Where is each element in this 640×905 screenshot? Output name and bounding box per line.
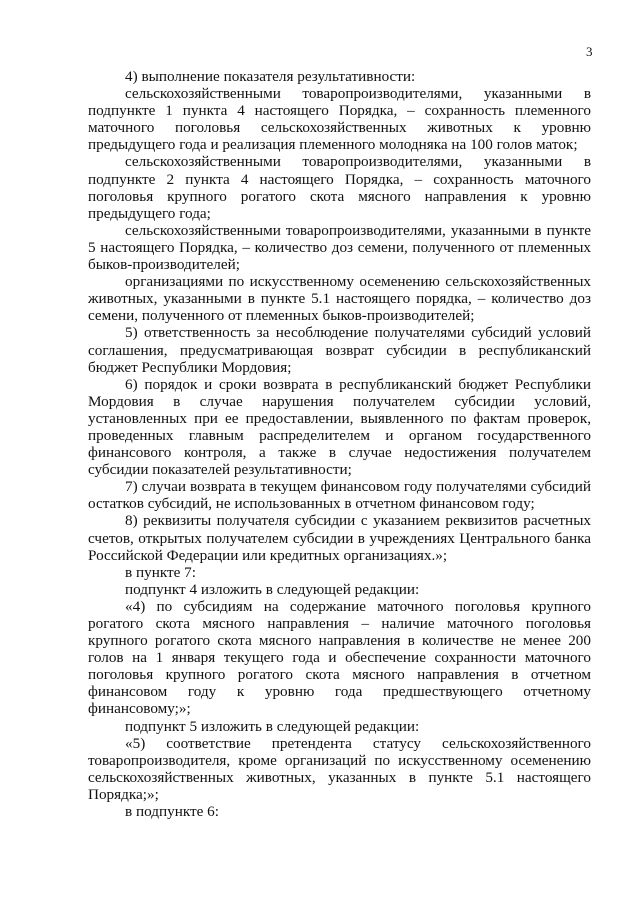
page-number: 3 — [586, 44, 593, 59]
document-body — [88, 68, 591, 820]
paragraph: 6) порядок и сроки возврата в республиканский бюджет Республики Мордовия в случае нарушения получателем субсидии условий, установленных при ее предоставлении, выявленного по фактам проверок, проведенных главным распределителем и органом государственного финансового контроля, а также в случае недостижения получателем субсидии показателей результативности; — [88, 375, 591, 479]
paragraph: сельскохозяйственными товаропроизводителями, указанными в подпункте 1 пункта 4 настоящего Порядка, – сохранность племенного маточного поголовья сельскохозяйственных животных к уровню предыдущего года и реализация племенного молодняка на 100 голов маток; — [88, 85, 591, 154]
paragraph: подпункт 5 изложить в следующей редакции: — [125, 717, 420, 735]
paragraph: сельскохозяйственными товаропроизводителями, указанными в подпункте 2 пункта 4 настоящего Порядка, – сохранность маточного поголовья крупного рогатого скота мясного направления к уровню предыдущего года; — [88, 153, 591, 222]
paragraph: в подпункте 6: — [125, 803, 219, 821]
paragraph: подпункт 4 изложить в следующей редакции: — [125, 580, 420, 598]
paragraph: 5) ответственность за несоблюдение получателями субсидий условий соглашения, предусматривающая возврат субсидии в республиканский бюджет Республики Мордовия; — [88, 324, 591, 376]
paragraph: в пункте 7: — [125, 563, 196, 581]
paragraph: организациями по искусственному осеменению сельскохозяйственных животных, указанными в пункте 5.1 настоящего порядка, – количество доз семени, полученного от племенных быков-производителей; — [88, 273, 591, 325]
paragraph: 7) случаи возврата в текущем финансовом году получателями субсидий остатков субсидий, не использованных в отчетном финансовом году; — [88, 478, 591, 513]
paragraph: «4) по субсидиям на содержание маточного поголовья крупного рогатого скота мясного направления – наличие маточного поголовья крупного рогатого скота мясного направления в количестве не менее 200 голов на 1 января текущего года и обеспечение сохранности маточного поголовья крупного рогатого скота мясного направления в отчетном финансовом году к уровню года предшествующего отчетному финансовому;»; — [88, 597, 591, 718]
paragraph: сельскохозяйственными товаропроизводителями, указанными в пункте 5 настоящего Порядка, – количество доз семени, полученного от племенных быков-производителей; — [88, 221, 591, 274]
paragraph: 8) реквизиты получателя субсидии с указанием реквизитов расчетных счетов, открытых получателем субсидии в учреждениях Центрального банка Российской Федерации или кредитных организациях.»; — [88, 512, 591, 564]
paragraph: «5) соответствие претендента статусу сельскохозяйственного товаропроизводителя, кроме организаций по искусственному осеменению сельскохозяйственных животных, указанных в пункте 5.1 настоящего Порядка;»; — [88, 734, 591, 803]
paragraph: 4) выполнение показателя результативности: — [125, 68, 416, 85]
